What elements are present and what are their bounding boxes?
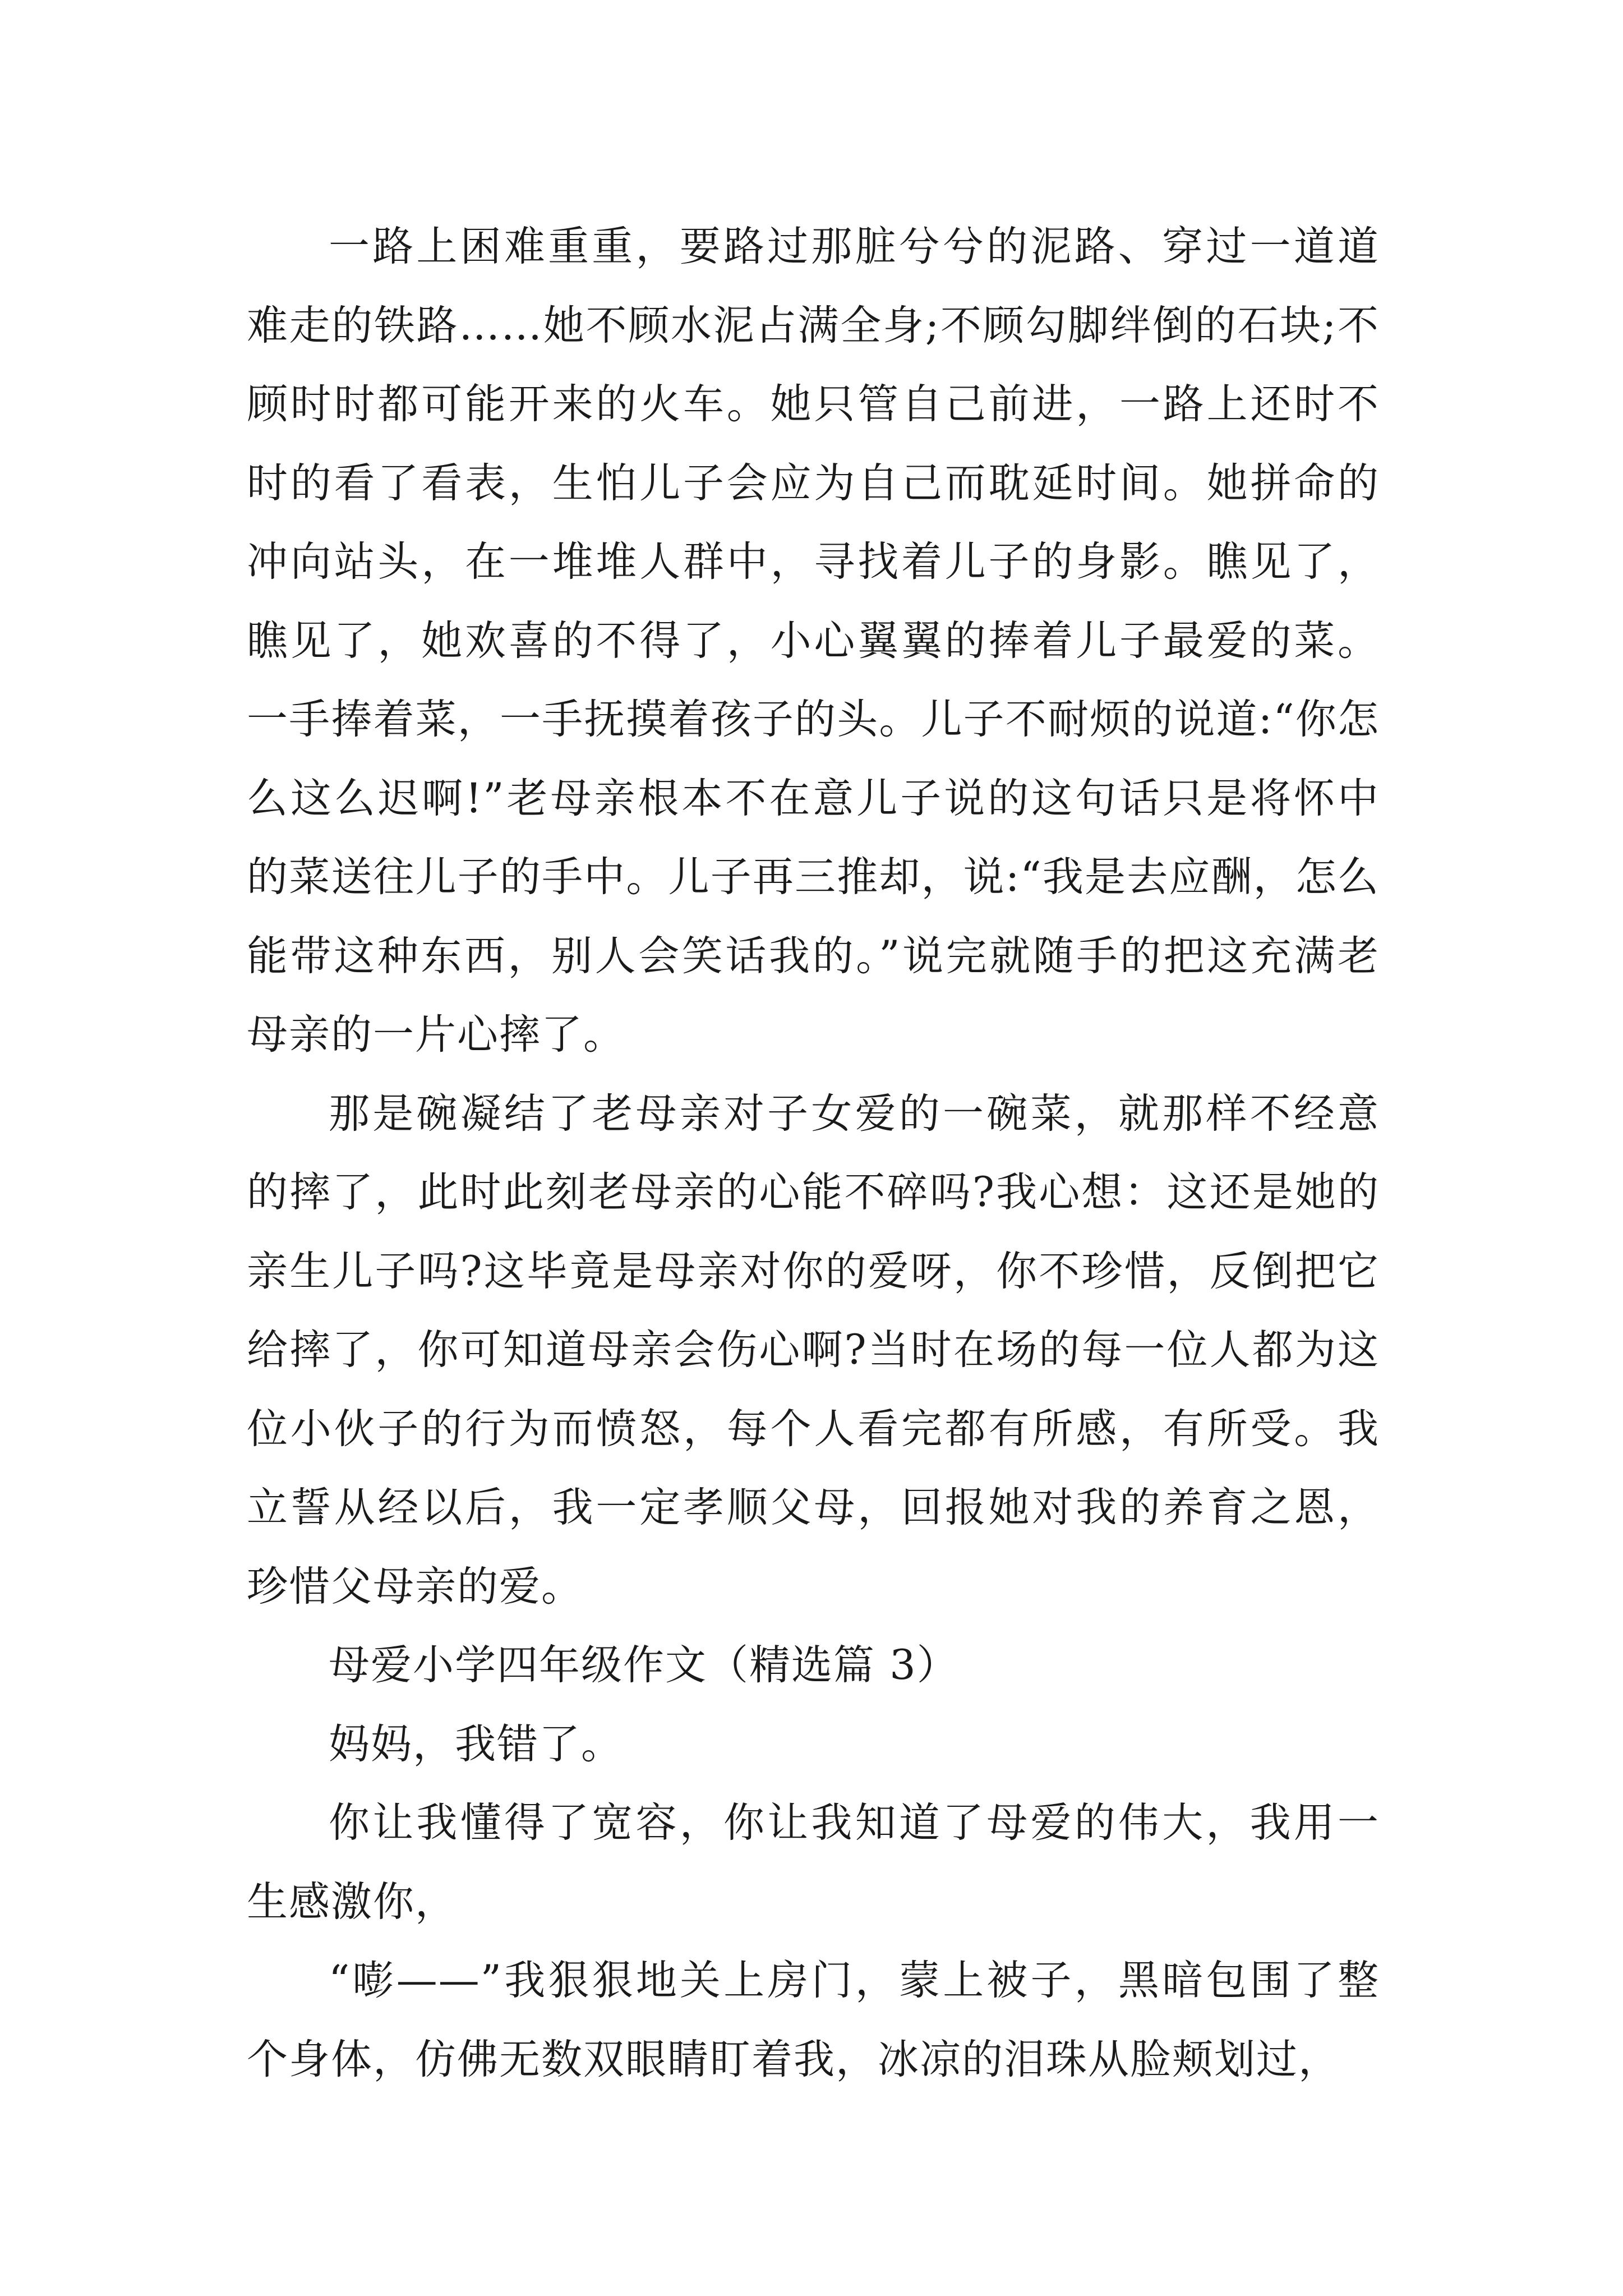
paragraph-gratitude: 你让我懂得了宽容，你让我知道了母爱的伟大，我用一生感激你， <box>247 1799 1380 1926</box>
paragraph-apology: 妈妈，我错了。 <box>329 1720 623 1768</box>
paragraph-mother-journey: 一路上困难重重，要路过那脏兮兮的泥路、穿过一道道难走的铁路……她不顾水泥占满全身;不顾勾脚绊倒的石块;不顾时时都可能开来的火车。她只管自己前进，一路上还时不时的看了看表，生怕儿子会应为自己而耽延时间。她拼命的冲向站头，在一堆堆人群中，寻找着儿子的身影。瞧见了，瞧见了，她欢喜的不得了，小心翼翼的捧着儿子最爱的菜。一手捧着菜，一手抚摸着孩子的头。儿子不耐烦的说道:“你怎么这么迟啊!”老母亲根本不在意儿子说的这句话只是将怀中的菜送往儿子的手中。儿子再三推却，说:“我是去应酬，怎么能带这种东西，别人会笑话我的。”说完就随手的把这充满老母亲的一片心摔了。 <box>247 223 1380 1059</box>
section-heading: 母爱小学四年级作文（精选篇 3） <box>329 1641 959 1689</box>
document-body <box>247 208 1380 2099</box>
paragraph-reflection: 那是碗凝结了老母亲对子女爱的一碗菜，就那样不经意的摔了，此时此刻老母亲的心能不碎吗?我心想：这还是她的亲生儿子吗?这毕竟是母亲对你的爱呀，你不珍惜，反倒把它给摔了，你可知道母亲会伤心啊?当时在场的每一位人都为这位小伙子的行为而愤怒，每个人看完都有所感，有所受。我立誓从经以后，我一定孝顺父母，回报她对我的养育之恩，珍惜父母亲的爱。 <box>247 1089 1380 1611</box>
paragraph-door-slam: “嘭——”我狠狠地关上房门，蒙上被子，黑暗包围了整个身体，仿佛无数双眼睛盯着我，冰凉的泪珠从脸颊划过， <box>247 1957 1380 2083</box>
